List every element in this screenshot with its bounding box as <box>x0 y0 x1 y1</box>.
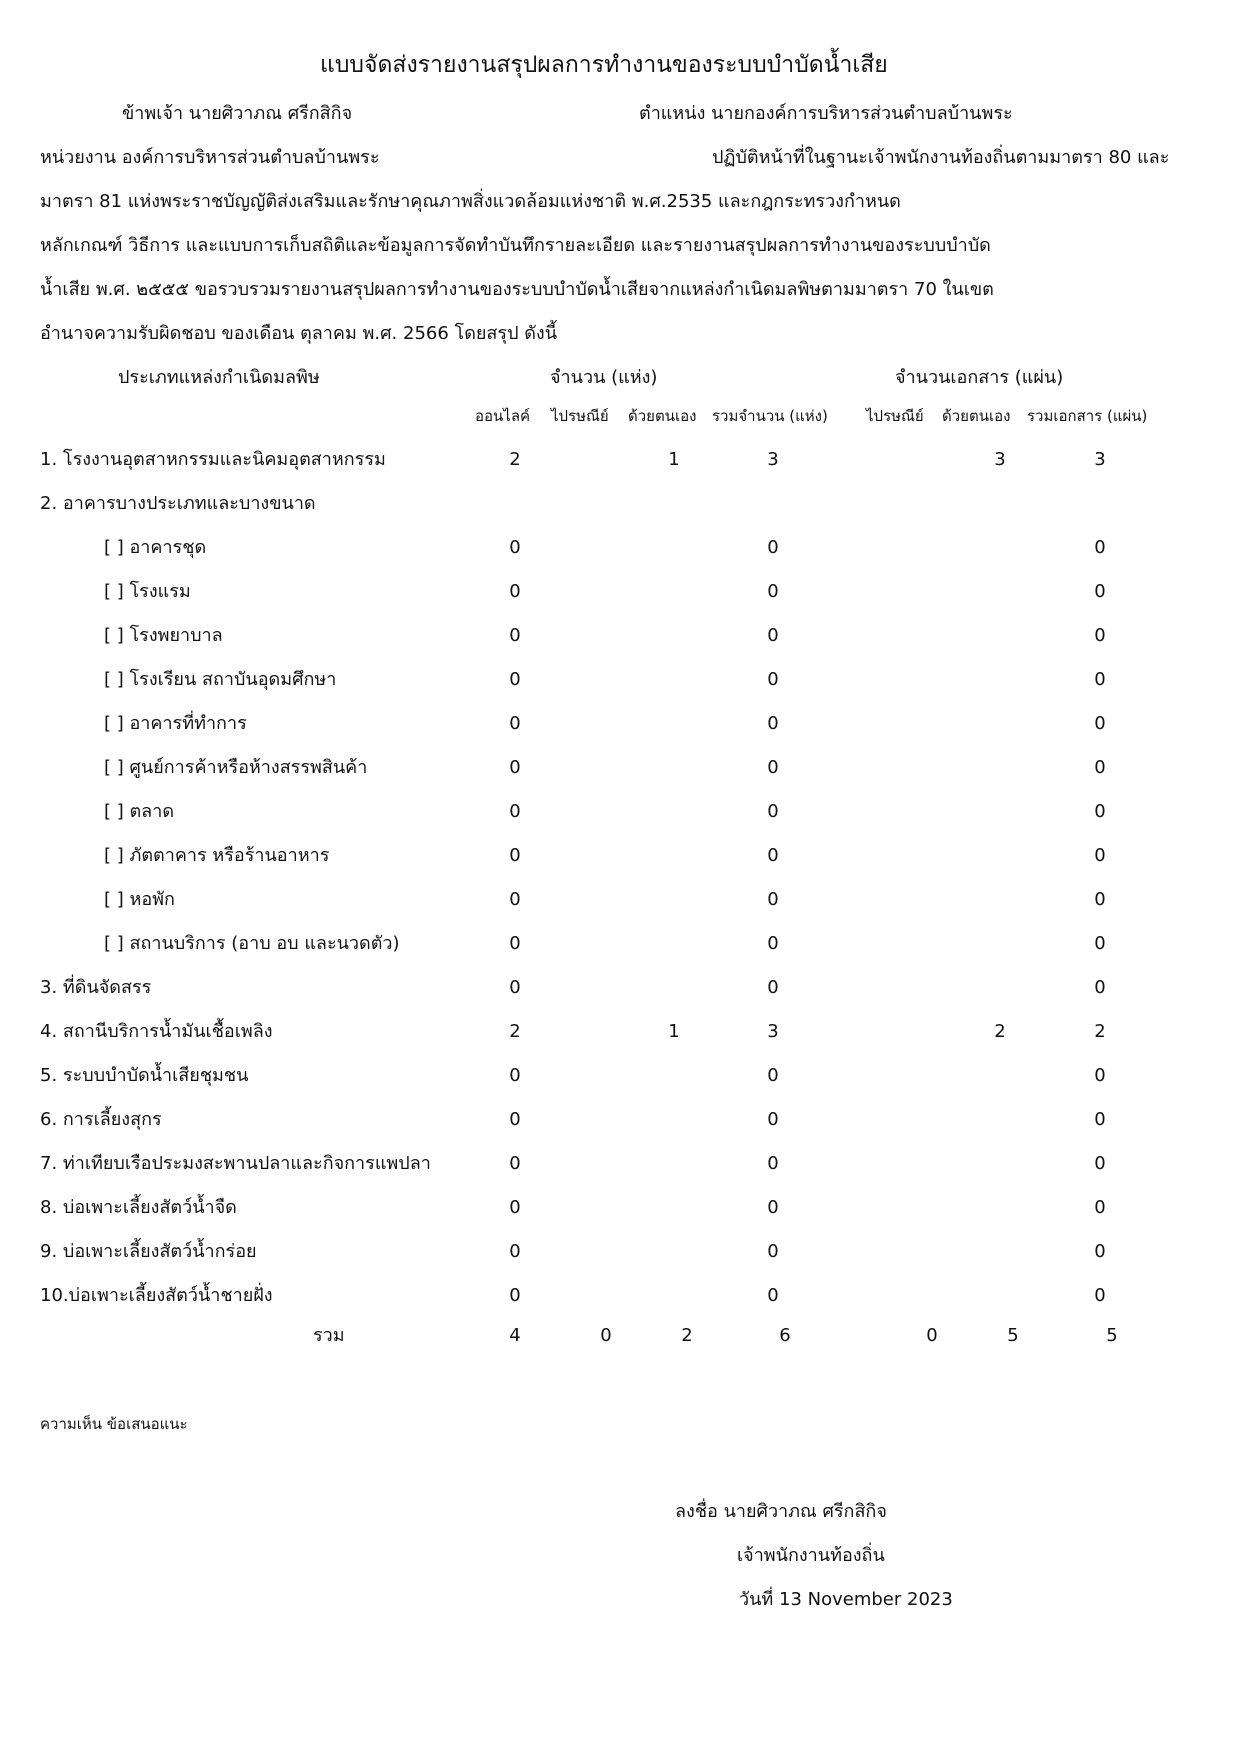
cell-docs-total: 0 <box>1094 581 1106 602</box>
cell-self: 1 <box>668 449 680 470</box>
cell-total: 0 <box>767 713 779 734</box>
cell-total: 0 <box>767 1285 779 1306</box>
cell-total: 0 <box>767 933 779 954</box>
subheader-post-count: ไปรษณีย์ <box>551 407 609 425</box>
subheader-post-docs: ไปรษณีย์ <box>866 407 924 425</box>
total-docs-self: 5 <box>1007 1325 1019 1346</box>
cell-total: 0 <box>767 845 779 866</box>
cell-online: 0 <box>509 625 521 646</box>
cell-total: 0 <box>767 1241 779 1262</box>
column-group-count: จำนวน (แห่ง) <box>550 367 658 388</box>
cell-docs-total: 0 <box>1094 713 1106 734</box>
cell-total: 0 <box>767 1197 779 1218</box>
subheader-self-count: ด้วยตนเอง <box>628 407 697 425</box>
row-label: [ ] ภัตตาคาร หรือร้านอาหาร <box>104 845 330 866</box>
row-label: [ ] ตลาด <box>104 801 175 822</box>
subheader-self-docs: ด้วยตนเอง <box>942 407 1011 425</box>
cell-docs-total: 0 <box>1094 625 1106 646</box>
row-label: 8. บ่อเพาะเลี้ยงสัตว์น้ำจืด <box>40 1197 237 1218</box>
row-label: 7. ท่าเทียบเรือประมงสะพานปลาและกิจการแพปลา <box>40 1153 431 1174</box>
cell-docs-total: 0 <box>1094 1197 1106 1218</box>
cell-docs-total: 0 <box>1094 889 1106 910</box>
cell-online: 0 <box>509 581 521 602</box>
cell-online: 2 <box>509 449 521 470</box>
subheader-online: ออนไลค์ <box>475 407 531 425</box>
cell-total: 0 <box>767 1153 779 1174</box>
row-label: [ ] ศูนย์การค้าหรือห้างสรรพสินค้า <box>104 757 368 778</box>
row-label: [ ] อาคารที่ทำการ <box>104 713 247 734</box>
paragraph-line-3: น้ำเสีย พ.ศ. ๒๕๕๕ ขอรวบรวมรายงานสรุปผลการทำงานของระบบบำบัดน้ำเสียจากแหล่งกำเนิดมลพิษตามมาตรา 70 ในเขต <box>40 279 994 300</box>
cell-online: 0 <box>509 933 521 954</box>
row-label: 5. ระบบบำบัดน้ำเสียชุมชน <box>40 1065 249 1086</box>
cell-docs-total: 2 <box>1094 1021 1106 1042</box>
row-label: [ ] สถานบริการ (อาบ อบ และนวดตัว) <box>104 933 400 954</box>
cell-total: 0 <box>767 889 779 910</box>
column-header-type: ประเภทแหล่งกำเนิดมลพิษ <box>118 367 320 388</box>
cell-total: 0 <box>767 1109 779 1130</box>
row-label: 4. สถานีบริการน้ำมันเชื้อเพลิง <box>40 1021 273 1042</box>
row-label: 10.บ่อเพาะเลี้ยงสัตว์น้ำชายฝั่ง <box>40 1285 273 1306</box>
cell-docs-self: 2 <box>994 1021 1006 1042</box>
paragraph-line-2: หลักเกณฑ์ วิธีการ และแบบการเก็บสถิติและข้อมูลการจัดทำบันทึกรายละเอียด และรายงานสรุปผลการทำงานของระบบบำบัด <box>40 235 991 256</box>
cell-online: 0 <box>509 1153 521 1174</box>
cell-online: 0 <box>509 977 521 998</box>
cell-online: 0 <box>509 757 521 778</box>
cell-online: 0 <box>509 669 521 690</box>
cell-total: 0 <box>767 537 779 558</box>
total-self: 2 <box>681 1325 693 1346</box>
row-label: 1. โรงงานอุตสาหกรรมและนิคมอุตสาหกรรม <box>40 449 386 470</box>
column-group-docs: จำนวนเอกสาร (แผ่น) <box>895 367 1064 388</box>
signature-role: เจ้าพนักงานท้องถิ่น <box>737 1545 885 1566</box>
cell-online: 2 <box>509 1021 521 1042</box>
comment-label: ความเห็น ข้อเสนอแนะ <box>40 1415 188 1433</box>
cell-total: 3 <box>767 1021 779 1042</box>
cell-total: 0 <box>767 977 779 998</box>
cell-docs-total: 0 <box>1094 669 1106 690</box>
cell-total: 0 <box>767 625 779 646</box>
duty-statement: ปฏิบัติหน้าที่ในฐานะเจ้าพนักงานท้องถิ่นตามมาตรา 80 และ <box>712 147 1170 168</box>
cell-total: 0 <box>767 1065 779 1086</box>
cell-online: 0 <box>509 713 521 734</box>
cell-total: 0 <box>767 757 779 778</box>
subheader-total-count: รวมจำนวน (แห่ง) <box>712 407 828 425</box>
total-online: 4 <box>509 1325 521 1346</box>
cell-docs-total: 0 <box>1094 933 1106 954</box>
row-label: 3. ที่ดินจัดสรร <box>40 977 152 998</box>
paragraph-line-4: อำนาจความรับผิดชอบ ของเดือน ตุลาคม พ.ศ. 2566 โดยสรุป ดังนี้ <box>40 323 558 344</box>
cell-docs-total: 0 <box>1094 845 1106 866</box>
row-label: [ ] โรงพยาบาล <box>104 625 223 646</box>
subheader-total-docs: รวมเอกสาร (แผ่น) <box>1027 407 1148 425</box>
paragraph-line-1: มาตรา 81 แห่งพระราชบัญญัติส่งเสริมและรักษาคุณภาพสิ่งแวดล้อมแห่งชาติ พ.ศ.2535 และกฎกระทรวงกำหนด <box>40 191 901 212</box>
cell-docs-total: 0 <box>1094 1065 1106 1086</box>
cell-total: 3 <box>767 449 779 470</box>
row-label: 2. อาคารบางประเภทและบางขนาด <box>40 493 316 514</box>
cell-docs-total: 0 <box>1094 977 1106 998</box>
cell-total: 0 <box>767 801 779 822</box>
total-label: รวม <box>313 1325 345 1346</box>
cell-online: 0 <box>509 889 521 910</box>
signature-date: วันที่ 13 November 2023 <box>739 1589 953 1610</box>
row-label: [ ] หอพัก <box>104 889 175 910</box>
row-label: 6. การเลี้ยงสุกร <box>40 1109 162 1130</box>
row-label: 9. บ่อเพาะเลี้ยงสัตว์น้ำกร่อย <box>40 1241 257 1262</box>
cell-docs-total: 0 <box>1094 1153 1106 1174</box>
row-label: [ ] โรงเรียน สถาบันอุดมศึกษา <box>104 669 337 690</box>
total-docs: 5 <box>1106 1325 1118 1346</box>
signature-line: ลงชื่อ นายศิวาภณ ศรีกสิกิจ <box>675 1501 887 1522</box>
agency: หน่วยงาน องค์การบริหารส่วนตำบลบ้านพระ <box>40 147 380 168</box>
total-docs-post: 0 <box>926 1325 938 1346</box>
cell-docs-self: 3 <box>994 449 1006 470</box>
total-count: 6 <box>779 1325 791 1346</box>
cell-self: 1 <box>668 1021 680 1042</box>
applicant-position: ตำแหน่ง นายกองค์การบริหารส่วนตำบลบ้านพระ <box>639 103 1013 124</box>
cell-online: 0 <box>509 1285 521 1306</box>
cell-docs-total: 0 <box>1094 757 1106 778</box>
cell-online: 0 <box>509 801 521 822</box>
document-title: แบบจัดส่งรายงานสรุปผลการทำงานของระบบบำบัดน้ำเสีย <box>320 52 888 78</box>
row-label: [ ] โรงแรม <box>104 581 191 602</box>
cell-online: 0 <box>509 1065 521 1086</box>
total-post: 0 <box>600 1325 612 1346</box>
cell-online: 0 <box>509 1241 521 1262</box>
cell-docs-total: 0 <box>1094 1109 1106 1130</box>
cell-online: 0 <box>509 537 521 558</box>
cell-docs-total: 0 <box>1094 1241 1106 1262</box>
row-label: [ ] อาคารชุด <box>104 537 207 558</box>
cell-total: 0 <box>767 669 779 690</box>
cell-online: 0 <box>509 1197 521 1218</box>
cell-online: 0 <box>509 1109 521 1130</box>
cell-docs-total: 3 <box>1094 449 1106 470</box>
cell-docs-total: 0 <box>1094 1285 1106 1306</box>
cell-docs-total: 0 <box>1094 801 1106 822</box>
cell-total: 0 <box>767 581 779 602</box>
applicant-name: ข้าพเจ้า นายศิวาภณ ศรีกสิกิจ <box>122 103 353 124</box>
cell-online: 0 <box>509 845 521 866</box>
cell-docs-total: 0 <box>1094 537 1106 558</box>
